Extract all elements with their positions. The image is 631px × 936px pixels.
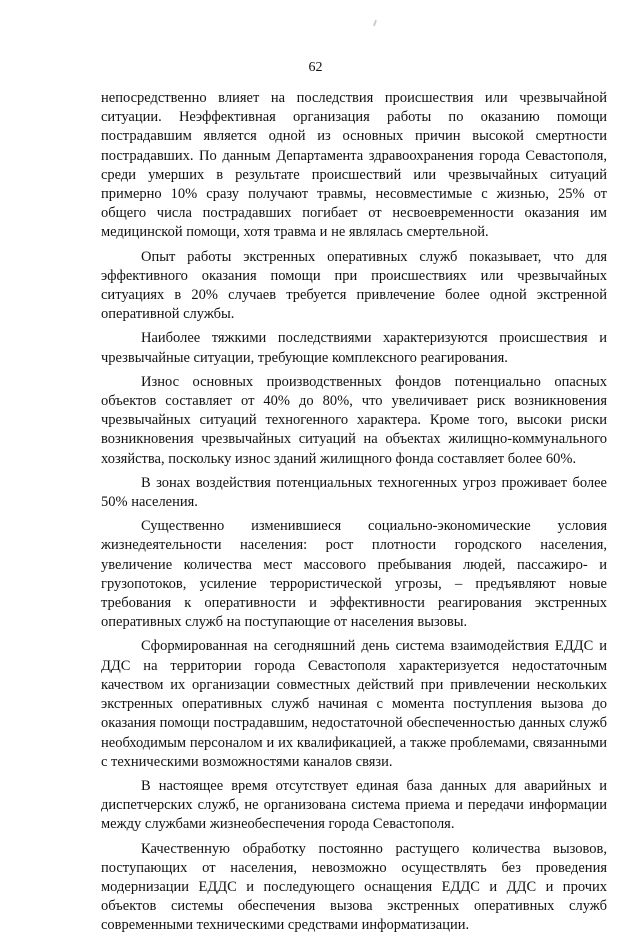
scan-speck — [373, 20, 377, 26]
paragraph-3: Наиболее тяжкими последствиями характеризуются происшествия и чрезвычайные ситуации, требующие комплексного реагирования. — [101, 330, 607, 366]
paragraph-7: Сформированная на сегодняшний день система взаимодействия ЕДДС и ДДС на территории города Севастополя характеризуется недостаточным качеством их организации совместных действий при привлечении нескольких экстренных оперативных служб начиная с момента поступления вызова до оказания помощи пострадавшим, недостаточной обеспеченностью данных служб необходимым персоналом и их квалификацией, а также проблемами, связанными с техническими возможностями каналов связи. — [101, 638, 607, 770]
paragraph-5: В зонах воздействия потенциальных техногенных угроз проживает более 50% населения. — [101, 474, 607, 511]
paragraph-4: Износ основных производственных фондов потенциально опасных объектов составляет от 40% до 80%, что увеличивает риск возникновения чрезвычайных ситуаций техногенного характера. Кроме того, высоки риски возникновения чрезвычайных ситуаций на объектах жилищно-коммунального хозяйства, поскольку износ зданий жилищного фонда составляет более 60%. — [101, 373, 607, 467]
body-text — [101, 89, 607, 936]
paragraph-9: Качественную обработку постоянно растущего количества вызовов, поступающих от населения, невозможно осуществлять без проведения модернизации ЕДДС и последующего оснащения ЕДДС и ДДС и прочих объектов системы обеспечения вызова экстренных оперативных служб современными техническими средствами информатизации. — [101, 840, 607, 934]
paragraph-6: Существенно изменившиеся социально-экономические условия жизнедеятельности населения: рост плотности городского населения, увеличение количества мест массового пребывания людей, пассажиро- и грузопотоков, усиление террористической угрозы, – предъявляют новые требования к оперативности и эффективности реагирования экстренных оперативных служб на поступающие от населения вызовы. — [101, 518, 607, 631]
paragraph-1: непосредственно влияет на последствия происшествия или чрезвычайной ситуации. Неэффективная организация работы по оказанию помощи пострадавшим является одной из основных причин высокой смертности пострадавших. По данным Департамента здравоохранения города Севастополя, среди умерших в результате происшествий или чрезвычайных ситуаций примерно 10% сразу получают травмы, несовместимые с жизнью, 25% от общего числа пострадавших погибает от несвоевременности оказания им медицинской помощи, хотя травма и не являлась смертельной. — [101, 90, 607, 241]
paragraph-8: В настоящее время отсутствует единая база данных для аварийных и диспетчерских служб, не организована система приема и передачи информации между службами жизнеобеспечения города Севастополя. — [101, 777, 607, 833]
page-number: 62 — [308, 60, 323, 75]
paragraph-2: Опыт работы экстренных оперативных служб показывает, что для эффективного оказания помощи при происшествиях или чрезвычайных ситуациях в 20% случаев требуется привлечение более одной экстренной оперативной службы. — [101, 248, 607, 323]
